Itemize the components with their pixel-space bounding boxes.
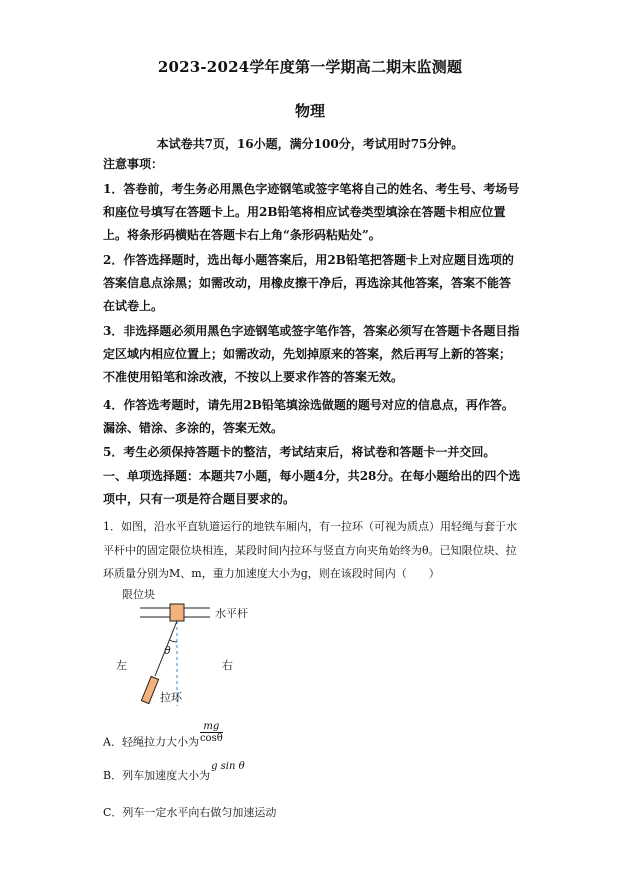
angle-label: θ <box>164 644 171 657</box>
block-label: 限位块 <box>122 588 155 601</box>
note-item-3: 3．非选择题必须用黑色字迹钢笔或签字笔作答，答案必须写在答题卡各题目指定区域内相应位置上；如需改动，先划掉原来的答案，然后再写上新的答案；不准使用铅笔和涂改液，不按以上要求作答的答案无效。 <box>103 324 520 384</box>
option-b <box>103 761 245 783</box>
option-a-fraction <box>200 721 223 744</box>
notes-heading: 注意事项： <box>103 157 164 171</box>
right-label: 右 <box>222 659 233 672</box>
option-a-numerator: mg <box>200 721 223 733</box>
pull-ring <box>141 676 158 703</box>
limit-block <box>170 604 184 621</box>
note-item-5: 5．考生必须保持答题卡的整洁，考试结束后，将试卷和答题卡一并交回。 <box>103 445 496 459</box>
option-a-denominator: cosθ <box>199 733 223 744</box>
left-label: 左 <box>116 659 127 672</box>
rod-label: 水平杆 <box>215 607 248 620</box>
option-a-text: A．轻绳拉力大小为 <box>103 735 199 749</box>
ring-label: 拉环 <box>160 691 182 704</box>
note-item-1: 1．答卷前，考生务必用黑色字迹钢笔或签字笔将自己的姓名、考生号、考场号和座位号填写在答题卡上。用2B铅笔将相应试卷类型填涂在答题卡相应位置上。将条形码横贴在答题卡右上角“条形码粘贴处”。 <box>103 182 520 242</box>
option-b-text: B．列车加速度大小为 <box>103 769 211 782</box>
question-1-stem: 1．如图，沿水平直轨道运行的地铁车厢内，有一拉环（可视为质点）用轻绳与套于水平杆中的固定限位块相连，某段时间内拉环与竖直方向夹角始终为θ。已知限位块、拉环质量分别为M、m，重力加速度大小为g，则在该段时间内（ ） <box>103 520 517 580</box>
section-heading: 一、单项选择题：本题共7小题，每小题4分，共28分。在每小题给出的四个选项中，只有一项是符合题目要求的。 <box>103 469 521 506</box>
note-item-2: 2．作答选择题时，选出每小题答案后，用2B铅笔把答题卡上对应题目选项的答案信息点涂黑；如需改动，用橡皮擦干净后，再选涂其他答案，答案不能答在试卷上。 <box>103 253 514 313</box>
angle-arc <box>169 640 177 642</box>
exam-title: 2023-2024学年度第一学期高二期末监测题 <box>157 58 463 76</box>
question-1-figure <box>112 584 292 714</box>
option-a <box>103 721 223 754</box>
option-b-expression: g sin θ <box>211 761 245 772</box>
exam-subject: 物理 <box>294 102 325 120</box>
option-c: C．列车一定水平向右做匀加速运动 <box>103 806 277 819</box>
note-item-4: 4．作答选考题时，请先用2B铅笔填涂选做题的题号对应的信息点，再作答。漏涂、错涂、多涂的，答案无效。 <box>103 398 514 435</box>
exam-intro: 本试卷共7页，16小题，满分100分，考试用时75分钟。 <box>156 137 464 151</box>
